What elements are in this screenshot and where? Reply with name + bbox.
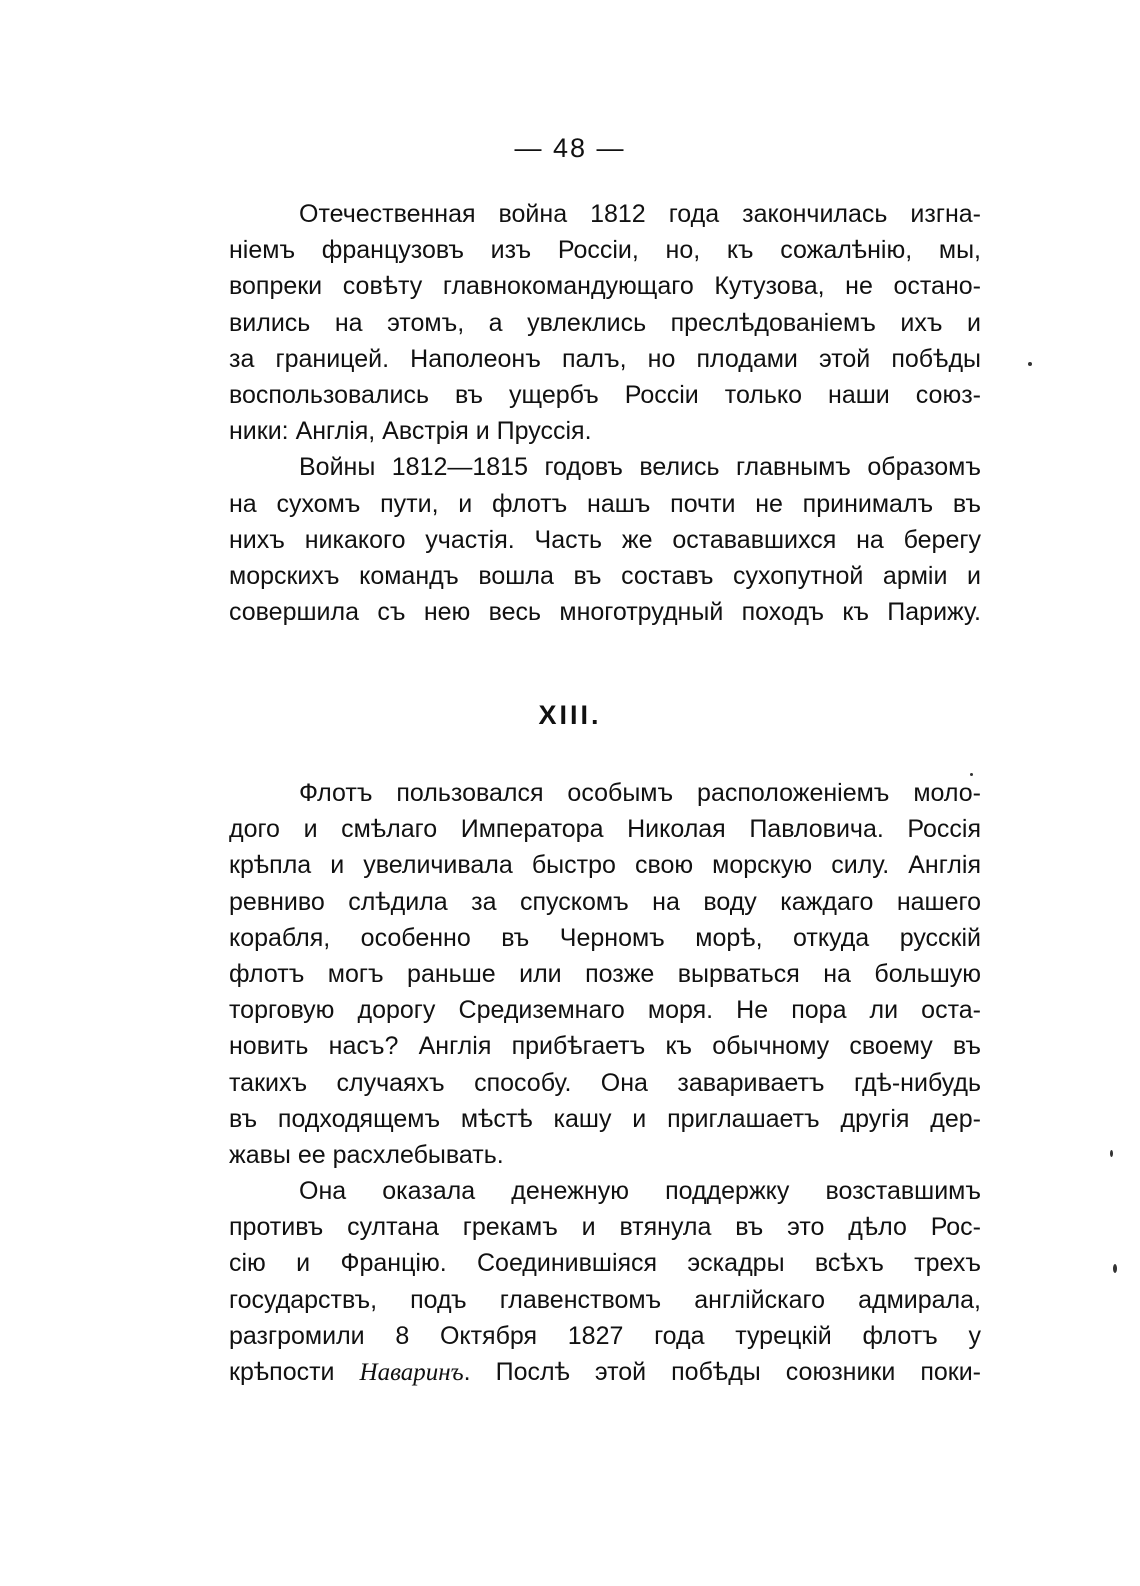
text-line: Отечественная война 1812 года закончилась изгна- [299,200,981,228]
text-block-lower [229,775,981,1390]
text-line: ревниво слѣдила за спускомъ на воду каждаго нашего [229,887,981,916]
text-line: Она оказала денежную поддержку возставшимъ [299,1177,981,1206]
scan-speck [1028,362,1032,366]
text-line: государствъ, подъ главенствомъ англійскаго адмирала, [229,1285,981,1314]
text-line: торговую дорогу Средиземнаго моря. Не пора ли оста- [229,996,981,1025]
paragraph-2 [229,449,981,630]
text-line: флотъ могъ раньше или позже вырваться на большую [229,959,981,988]
text-line: разгромили 8 Октября 1827 года турецкій флотъ у [229,1321,981,1350]
text-fragment: . Послѣ этой побѣды союзники поки- [463,1358,982,1386]
text-block-upper [229,196,981,630]
paragraph-3 [229,775,981,1173]
text-line: морскихъ командъ вошла въ составъ сухопутной арміи и [229,561,981,590]
text-line: такихъ случаяхъ способу. Она завариваетъ гдѣ-нибудь [229,1068,981,1097]
text-line: вились на этомъ, а увлеклись преслѣдованіемъ ихъ и [229,308,981,337]
paragraph-4 [229,1173,981,1390]
text-line: въ подходящемъ мѣстѣ кашу и приглашаетъ другія дер- [229,1104,981,1133]
text-line: жавы ее расхлебывать. [229,1140,504,1169]
text-line: совершила съ нею весь многотрудный походъ къ Парижу. [229,598,981,627]
text-line-with-italic [229,1354,981,1390]
text-line: Войны 1812—1815 годовъ велись главнымъ образомъ [299,453,981,482]
text-line: на сухомъ пути, и флотъ нашъ почти не принималъ въ [229,489,981,518]
italic-place-name: Наваринъ [359,1359,464,1386]
text-line: корабля, особенно въ Черномъ морѣ, откуда русскій [229,923,981,952]
text-line: дого и смѣлаго Императора Николая Павловича. Россія [229,815,981,844]
text-fragment: крѣпости [229,1358,360,1386]
text-line: противъ султана грекамъ и втянула въ это дѣло Рос- [229,1213,981,1242]
text-line: вопреки совѣту главнокомандующаго Кутузова, не остано- [229,272,981,301]
text-line: новить насъ? Англія прибѣгаетъ къ обычному своему въ [229,1032,981,1061]
page-number: — 48 — [514,133,626,163]
text-line: Флотъ пользовался особымъ расположеніемъ моло- [299,779,981,807]
section-heading: XIII. [538,700,602,730]
text-line: за границей. Наполеонъ палъ, но плодами этой побѣды [229,344,981,373]
scan-speck [970,773,973,776]
scan-speck [1113,1264,1117,1273]
text-line: крѣпла и увеличивала быстро свою морскую силу. Англія [229,851,981,880]
scan-speck [1110,1150,1113,1157]
paragraph-1 [229,196,981,449]
text-line: нихъ никакого участія. Часть же остававшихся на берегу [229,525,981,554]
text-line: сію и Францію. Соединившіяся эскадры всѣхъ трехъ [229,1249,981,1278]
text-line: ники: Англія, Австрія и Пруссія. [229,417,592,446]
text-line: воспользовались въ ущербъ Россіи только наши союз- [229,380,981,409]
text-line: ніемъ французовъ изъ Россіи, но, къ сожалѣнію, мы, [229,236,981,265]
